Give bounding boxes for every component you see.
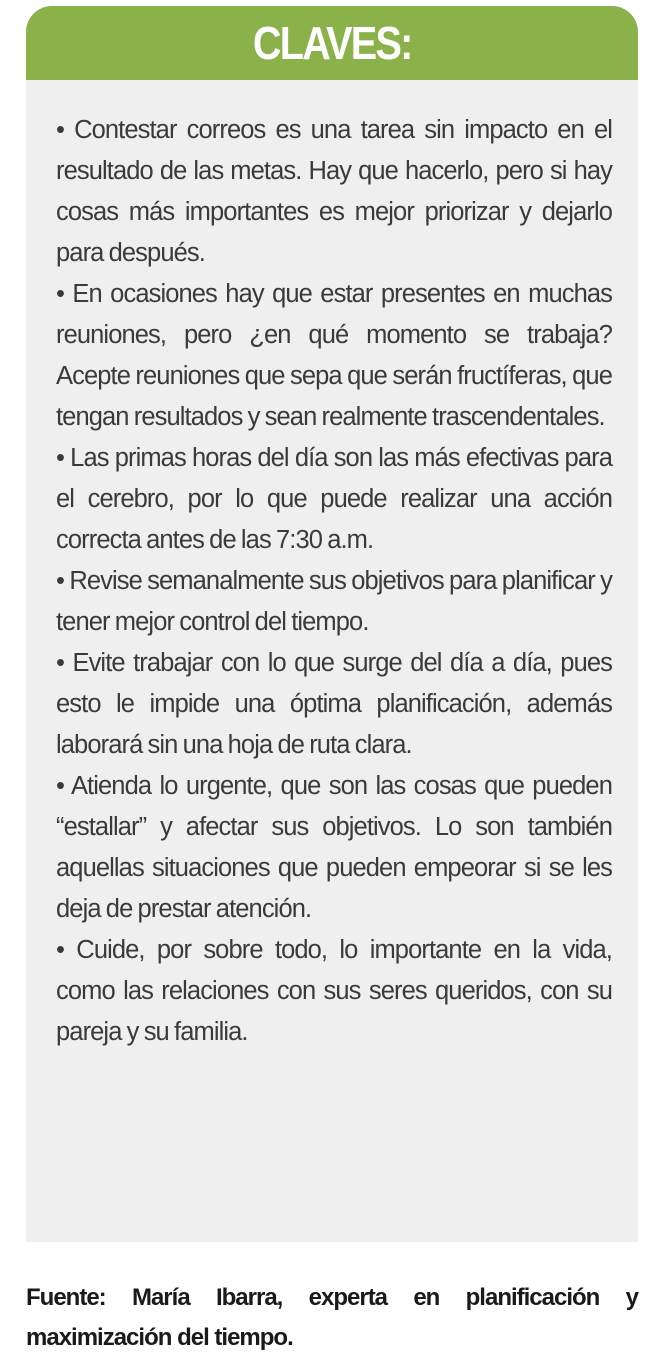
list-item: • Revise semanalmente sus objetivos para planificar y tener mejor control del tiempo. [56, 567, 612, 636]
list-item: • Atienda lo urgente, que son las cosas que pueden “estallar” y afectar sus objetivos. Lo son también aquellas situaciones que pueden empeorar si se les deja de prestar atención. [56, 772, 612, 923]
list-item: • En ocasiones hay que estar presentes en muchas reuniones, pero ¿en qué momento se trabaja? Acepte reuniones que sepa que serán fructíferas, que tengan resultados y sean realmente trascendentales. [56, 280, 612, 431]
claves-list [56, 110, 612, 1053]
list-item: • Cuide, por sobre todo, lo importante en la vida, como las relaciones con sus seres queridos, con su pareja y su familia. [56, 936, 612, 1046]
list-item: • Evite trabajar con lo que surge del día a día, pues esto le impide una óptima planificación, además laborará sin una hoja de ruta clara. [56, 649, 612, 759]
claves-title: CLAVES: [252, 17, 412, 69]
source-credit: Fuente: María Ibarra, experta en planificación y maximización del tiempo. [26, 1284, 638, 1351]
list-item: • Las primas horas del día son las más efectivas para el cerebro, por lo que puede realizar una acción correcta antes de las 7:30 a.m. [56, 444, 612, 554]
claves-header [26, 6, 638, 80]
claves-box [26, 6, 638, 1242]
list-item: • Contestar correos es una tarea sin impacto en el resultado de las metas. Hay que hacerlo, pero si hay cosas más importantes es mejor priorizar y dejarlo para después. [56, 116, 612, 267]
